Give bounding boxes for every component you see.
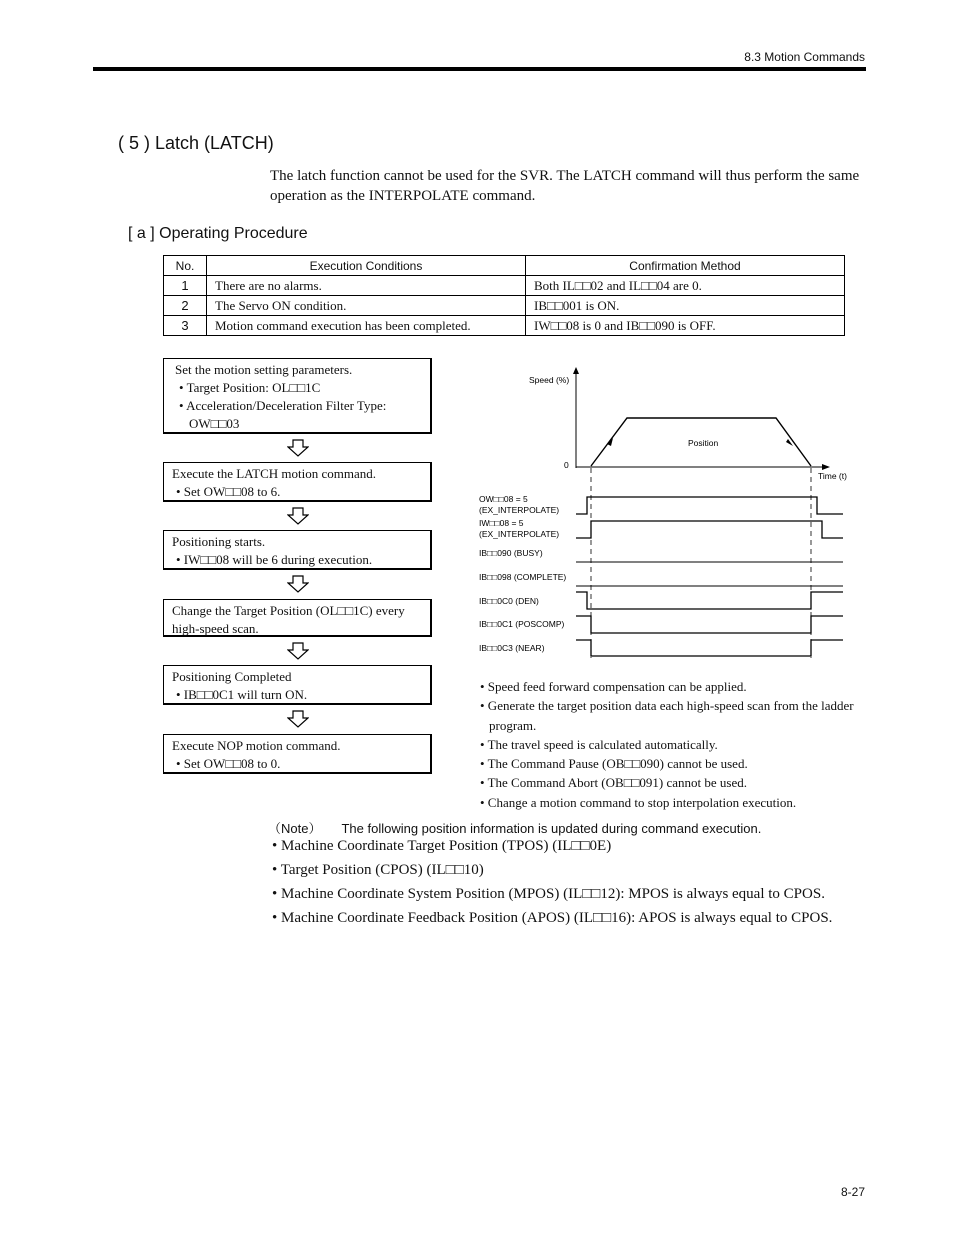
time-axis-label: Time (t) (818, 471, 847, 481)
list-item: • The travel speed is calculated automatically. (480, 736, 718, 752)
table-row (164, 276, 845, 296)
conditions-table (163, 255, 845, 336)
feature-notes (480, 677, 870, 812)
execution-condition: Motion command execution has been completed. (207, 316, 526, 336)
header-rule (93, 67, 866, 71)
intro-paragraph: The latch function cannot be used for the SVR. The LATCH command will thus perform the same operation as the INTERPOLATE command. (270, 168, 860, 204)
row-number: 3 (164, 316, 207, 336)
step-line: • IB□□0C1 will turn ON. (176, 687, 308, 702)
position-info-list (272, 836, 832, 932)
step-line: OW□□03 (189, 416, 240, 431)
list-item: • Machine Coordinate System Position (MPOS) (IL□□12): MPOS is always equal to CPOS. (272, 886, 825, 902)
position-label: Position (688, 438, 719, 448)
timing-chart (470, 360, 860, 662)
waveform-ow08 (576, 497, 843, 514)
list-item: • The Command Pause (OB□□090) cannot be used. (480, 756, 748, 772)
signal-label: OW□□08 = 5 (479, 494, 528, 504)
step-title: Execute the LATCH motion command. (172, 466, 376, 481)
confirmation-method: IB□□001 is ON. (526, 296, 845, 316)
execution-condition: There are no alarms. (207, 276, 526, 296)
time-axis-arrow (822, 464, 830, 470)
note (268, 818, 761, 837)
list-item: • Generate the target position data each high-speed scan from the ladder program. (480, 698, 854, 733)
step-line: • Set OW□□08 to 6. (176, 484, 281, 499)
execution-condition: The Servo ON condition. (207, 296, 526, 316)
list-item: • Machine Coordinate Target Position (TPOS) (IL□□0E) (272, 838, 612, 854)
flow-step-set-parameters (163, 358, 432, 434)
waveform-poscomp (576, 616, 843, 633)
flow-step-change-target (163, 599, 432, 637)
running-header: 8.3 Motion Commands (744, 50, 865, 64)
note-text: The following position information is updated during command execution. (341, 821, 762, 836)
row-number: 2 (164, 296, 207, 316)
table-row (164, 296, 845, 316)
waveform-near (576, 640, 843, 656)
speed-axis-label: Speed (%) (529, 375, 570, 385)
step-line: high-speed scan. (172, 621, 259, 636)
speed-axis-arrow (573, 367, 579, 374)
column-header: No. (164, 256, 207, 276)
signal-label: (EX_INTERPOLATE) (479, 505, 560, 515)
step-line: • Acceleration/Deceleration Filter Type: (179, 398, 387, 413)
row-number: 1 (164, 276, 207, 296)
list-item: • Machine Coordinate Feedback Position (APOS) (IL□□16): APOS is always equal to CPOS. (272, 910, 833, 926)
section-heading: ( 5 ) Latch (LATCH) (118, 133, 274, 153)
confirmation-method: Both IL□□02 and IL□□04 are 0. (526, 276, 845, 296)
waveform-iw08 (576, 521, 843, 538)
step-line: • Set OW□□08 to 0. (176, 756, 281, 771)
flow-step-positioning-completed (163, 665, 432, 705)
list-item: • Change a motion command to stop interpolation execution. (480, 794, 797, 810)
subsection-heading: [ a ] Operating Procedure (128, 225, 308, 242)
signal-label: IB□□090 (BUSY) (479, 548, 543, 558)
list-item: • The Command Abort (OB□□091) cannot be used. (480, 775, 747, 791)
page-number: 8-27 (840, 1185, 865, 1199)
flow-step-positioning-starts (163, 530, 432, 570)
list-item: • Speed feed forward compensation can be applied. (480, 679, 747, 694)
table-row (164, 316, 845, 336)
step-title: Positioning Completed (172, 669, 292, 684)
flow-step-execute-nop (163, 734, 432, 774)
signal-label: IB□□0C1 (POSCOMP) (479, 619, 565, 629)
signal-label: IB□□098 (COMPLETE) (479, 572, 567, 582)
accel-arrow-icon (607, 438, 613, 446)
down-arrow-icon (287, 439, 309, 457)
column-header: Execution Conditions (207, 256, 526, 276)
list-item: • Target Position (CPOS) (IL□□10) (272, 862, 484, 878)
step-line: • IW□□08 will be 6 during execution. (176, 552, 373, 567)
step-title: Execute NOP motion command. (172, 738, 341, 753)
step-line: • Target Position: OL□□1C (179, 380, 321, 395)
signal-label: IW□□08 = 5 (479, 518, 524, 528)
waveform-den (576, 592, 843, 609)
step-title: Change the Target Position (OL□□1C) every (172, 603, 405, 618)
step-title: Set the motion setting parameters. (175, 362, 353, 377)
down-arrow-icon (287, 710, 309, 728)
signal-label: IB□□0C0 (DEN) (479, 596, 539, 606)
signal-label: (EX_INTERPOLATE) (479, 529, 560, 539)
down-arrow-icon (287, 575, 309, 593)
step-title: Positioning starts. (172, 534, 266, 549)
column-header: Confirmation Method (526, 256, 845, 276)
table-header-row (164, 256, 845, 276)
down-arrow-icon (287, 507, 309, 525)
zero-label: 0 (564, 460, 569, 470)
signal-label: IB□□0C3 (NEAR) (479, 643, 545, 653)
note-label: （Note） (268, 821, 322, 836)
confirmation-method: IW□□08 is 0 and IB□□090 is OFF. (526, 316, 845, 336)
flow-step-execute-latch (163, 462, 432, 502)
down-arrow-icon (287, 642, 309, 660)
